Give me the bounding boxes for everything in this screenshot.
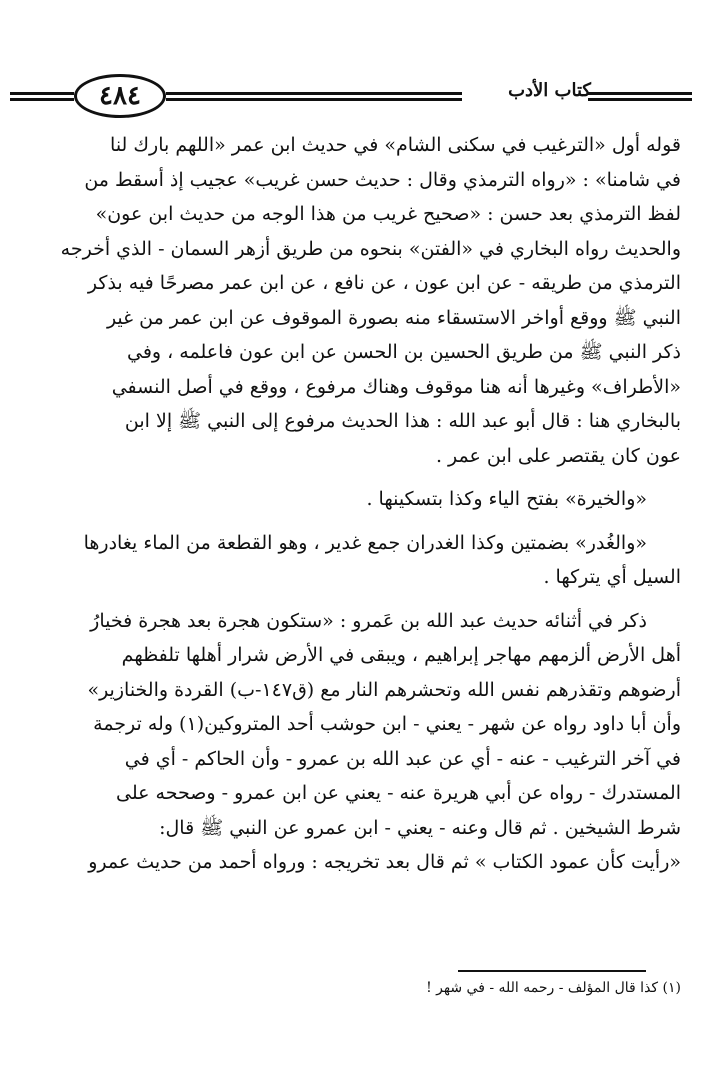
book-title: كتاب الأدب	[508, 80, 591, 101]
text-line: النبي ﷺ ووقع أواخر الاستسقاء منه بصورة الموقوف عن ابن عمر من غير	[106, 306, 681, 329]
footnote-divider	[458, 970, 646, 972]
main-text	[22, 128, 681, 880]
header-rule-right-inner	[588, 98, 692, 101]
text-line: أهل الأرض ألزمهم مهاجر إبراهيم ، ويبقى في الأرض شرار أهلها تلفظهم	[121, 644, 681, 666]
header-rule-left-inner	[10, 98, 74, 101]
text-line: أرضوهم وتقذرهم نفس الله وتحشرهم النار مع (ق١٤٧-ب) القردة والخنازير»	[87, 678, 681, 701]
text-line: قوله أول «الترغيب في سكنى الشام» في حديث ابن عمر «اللهم بارك لنا	[110, 134, 681, 156]
paragraph	[22, 526, 681, 595]
text-line: في شامنا» : «رواه الترمذي وقال : حديث حسن غريب» عجيب إذ أسقط من	[84, 168, 681, 191]
text-line: الترمذي من طريقه - عن ابن عون ، عن نافع ، عن ابن عمر مصرحًا فيه بذكر	[87, 272, 681, 294]
text-line: شرط الشيخين . ثم قال وعنه - يعني - ابن عمرو عن النبي ﷺ قال:	[159, 816, 681, 839]
text-line: في آخر الترغيب - عنه - أي عن عبد الله بن عمرو - وأن الحاكم - أي في	[124, 747, 681, 770]
footnote: (١) كذا قال المؤلف - رحمه الله - في شهر !	[426, 980, 681, 996]
text-line: المستدرك - رواه عن أبي هريرة عنه - يعني عن ابن عمرو - وصححه على	[116, 782, 681, 804]
text-line: «رأيت كأن عمود الكتاب » ثم قال بعد تخريجه : ورواه أحمد من حديث عمرو	[88, 851, 681, 873]
text-line: وأن أبا داود رواه عن شهر - يعني - ابن حوشب أحد المتروكين(١) وله ترجمة	[93, 713, 681, 735]
text-line: عون كان يقتصر على ابن عمر .	[435, 444, 681, 467]
text-line: ذكر في أثنائه حديث عبد الله بن عَمرو : «ستكون هجرة بعد هجرة فخيارُ	[90, 609, 647, 632]
header-rule-mid-inner	[166, 98, 462, 101]
text-line: بالبخاري هنا : قال أبو عبد الله : هذا الحديث مرفوع إلى النبي ﷺ إلا ابن	[124, 410, 681, 432]
text-line: والحديث رواه البخاري في «الفتن» بنحوه من طريق أزهر السمان - الذي أخرجه	[60, 237, 681, 260]
paragraph	[22, 604, 681, 880]
paragraph	[22, 128, 681, 473]
text-line: «والخيرة» بفتح الياء وكذا بتسكينها .	[366, 488, 647, 510]
header-rule-right-outer	[588, 92, 692, 95]
header-rule-left-outer	[10, 92, 74, 95]
text-line: السيل أي يتركها .	[543, 566, 681, 588]
text-line: لفظ الترمذي بعد حسن : «صحيح غريب من هذا الوجه من حديث ابن عون»	[95, 203, 681, 225]
text-line: ذكر النبي ﷺ من طريق الحسين بن الحسن عن ابن عون فاعلمه ، وفي	[126, 341, 681, 363]
paragraph	[22, 482, 681, 517]
text-line: «الأطراف» وغيرها أنه هنا موقوف وهناك مرفوع ، ووقع في أصل النسفي	[111, 375, 681, 398]
header-rule-mid-outer	[166, 92, 462, 95]
page-number: ٤٨٤	[74, 74, 166, 118]
text-line: «والغُدر» بضمتين وكذا الغدران جمع غدير ، وهو القطعة من الماء يغادرها	[83, 531, 647, 554]
